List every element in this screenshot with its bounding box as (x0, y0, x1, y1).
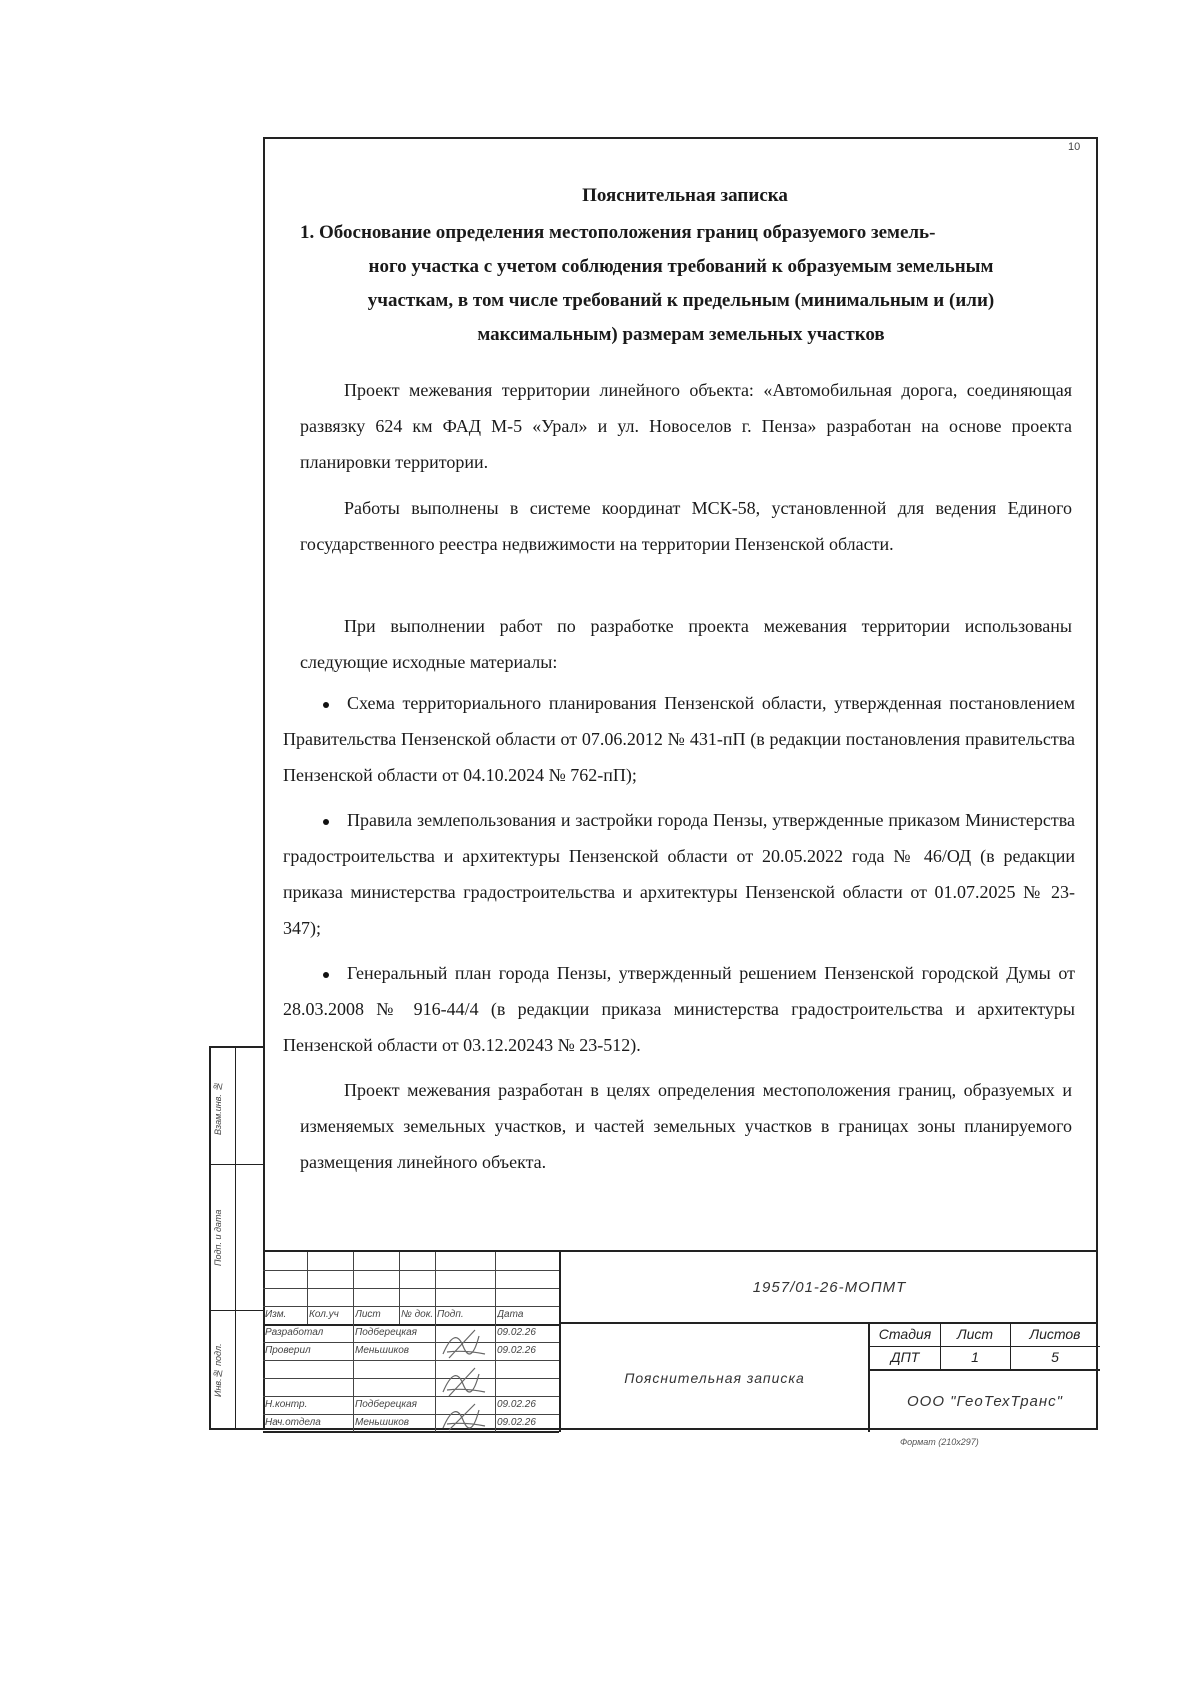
bullet-icon (323, 972, 329, 978)
row-role: Разработал (265, 1327, 324, 1338)
section-title-line-2: ного участка с учетом соблюдения требований к образуемым земельным (368, 256, 994, 277)
signature-marks (435, 1324, 495, 1432)
row-name: Подберецкая (355, 1327, 417, 1338)
row-role: Нач.отдела (265, 1417, 321, 1428)
bullet-item (283, 685, 1075, 793)
col-header-date: Дата (497, 1309, 524, 1320)
section-title-line-3: участкам, в том числе требований к предельным (минимальным и (или) (367, 290, 995, 311)
bullet-text: Схема территориального планирования Пензенской области, утвержденная постановлением Правительства Пензенской области от 07.06.2012 № 431-пП (в редакции постановления правительства Пензенской области от 04.10.2024 № 762-пП); (283, 693, 1075, 785)
col-header-count: Кол.уч (309, 1309, 339, 1320)
stage-block (868, 1324, 1098, 1432)
side-stamp-inventory-label: Инв.№ подл. (213, 1343, 223, 1397)
bullet-item (283, 955, 1075, 1063)
bullet-item (283, 802, 1075, 946)
row-date: 09.02.26 (497, 1327, 536, 1338)
bullet-icon (323, 702, 329, 708)
paragraph-materials-intro: При выполнении работ по разработке проекта межевания территории использованы следующие исходные материалы: (300, 616, 1072, 672)
row-name: Меньшиков (355, 1345, 410, 1356)
row-date: 09.02.26 (497, 1399, 536, 1410)
bullet-icon (323, 819, 329, 825)
revision-grid (263, 1252, 559, 1432)
paragraph-coordinates: Работы выполнены в системе координат МСК-58, установленной для ведения Единого государственного реестра недвижимости на территории Пензенской области. (300, 498, 1072, 554)
stage-value: ДПТ (890, 1349, 920, 1365)
organization-name: ООО "ГеоТехТранс" (907, 1392, 1063, 1410)
title-block (263, 1250, 1098, 1430)
paragraph-purpose: Проект межевания разработан в целях определения местоположения границ, образуемых и изменяемых земельных участков, и частей земельных участков в границах зоны планируемого размещения линейного объекта. (300, 1080, 1072, 1172)
document-heading: Пояснительная записка (582, 185, 788, 206)
page-number: 10 (1068, 141, 1081, 153)
row-name: Меньшиков (355, 1417, 410, 1428)
format-note: Формат (210х297) (900, 1437, 979, 1447)
col-header-sheet: Лист (355, 1309, 381, 1320)
col-header-change: Изм. (265, 1309, 287, 1320)
row-role: Проверил (265, 1345, 311, 1356)
col-header-signature: Подп. (437, 1309, 464, 1320)
document-code: 1957/01-26-МОПМТ (559, 1252, 1098, 1324)
side-stamp-signature-label: Подп. и дата (213, 1209, 223, 1267)
sheet-label: Лист (956, 1326, 994, 1342)
stage-label: Стадия (878, 1326, 932, 1342)
section-title-line-1: 1. Обоснование определения местоположения границ образуемого земель- (300, 222, 936, 243)
col-header-docnum: № док. (401, 1309, 434, 1320)
section-title-line-4: максимальным) размерам земельных участков (477, 324, 885, 345)
bullet-text: Генеральный план города Пензы, утвержденный решением Пензенской городской Думы от 28.03.2008 № 916-44/4 (в редакции приказа министерства градостроительства и архитектуры Пензенской области от 03.12.20243 № 23-512). (283, 963, 1075, 1055)
sheets-label: Листов (1029, 1326, 1081, 1342)
sheet-value: 1 (971, 1349, 979, 1365)
sheets-value: 5 (1051, 1349, 1059, 1365)
side-stamp (209, 1046, 263, 1430)
row-name: Подберецкая (355, 1399, 417, 1410)
row-date: 09.02.26 (497, 1417, 536, 1428)
row-date: 09.02.26 (497, 1345, 536, 1356)
row-role: Н.контр. (265, 1399, 308, 1410)
side-stamp-replace-label: Взам.инв. № (213, 1081, 223, 1135)
paragraph-project: Проект межевания территории линейного объекта: «Автомобильная дорога, соединяющая развязку 624 км ФАД М-5 «Урал» и ул. Новоселов г. Пенза» разработан на основе проекта планировки территории. (300, 380, 1072, 472)
bullet-text: Правила землепользования и застройки города Пензы, утвержденные приказом Министерства градостроительства и архитектуры Пензенской области от 20.05.2022 года № 46/ОД (в редакции приказа министерства градостроительства и архитектуры Пензенской области от 01.07.2025 № 23-347); (283, 810, 1075, 938)
document-name: Пояснительная записка (559, 1324, 868, 1432)
